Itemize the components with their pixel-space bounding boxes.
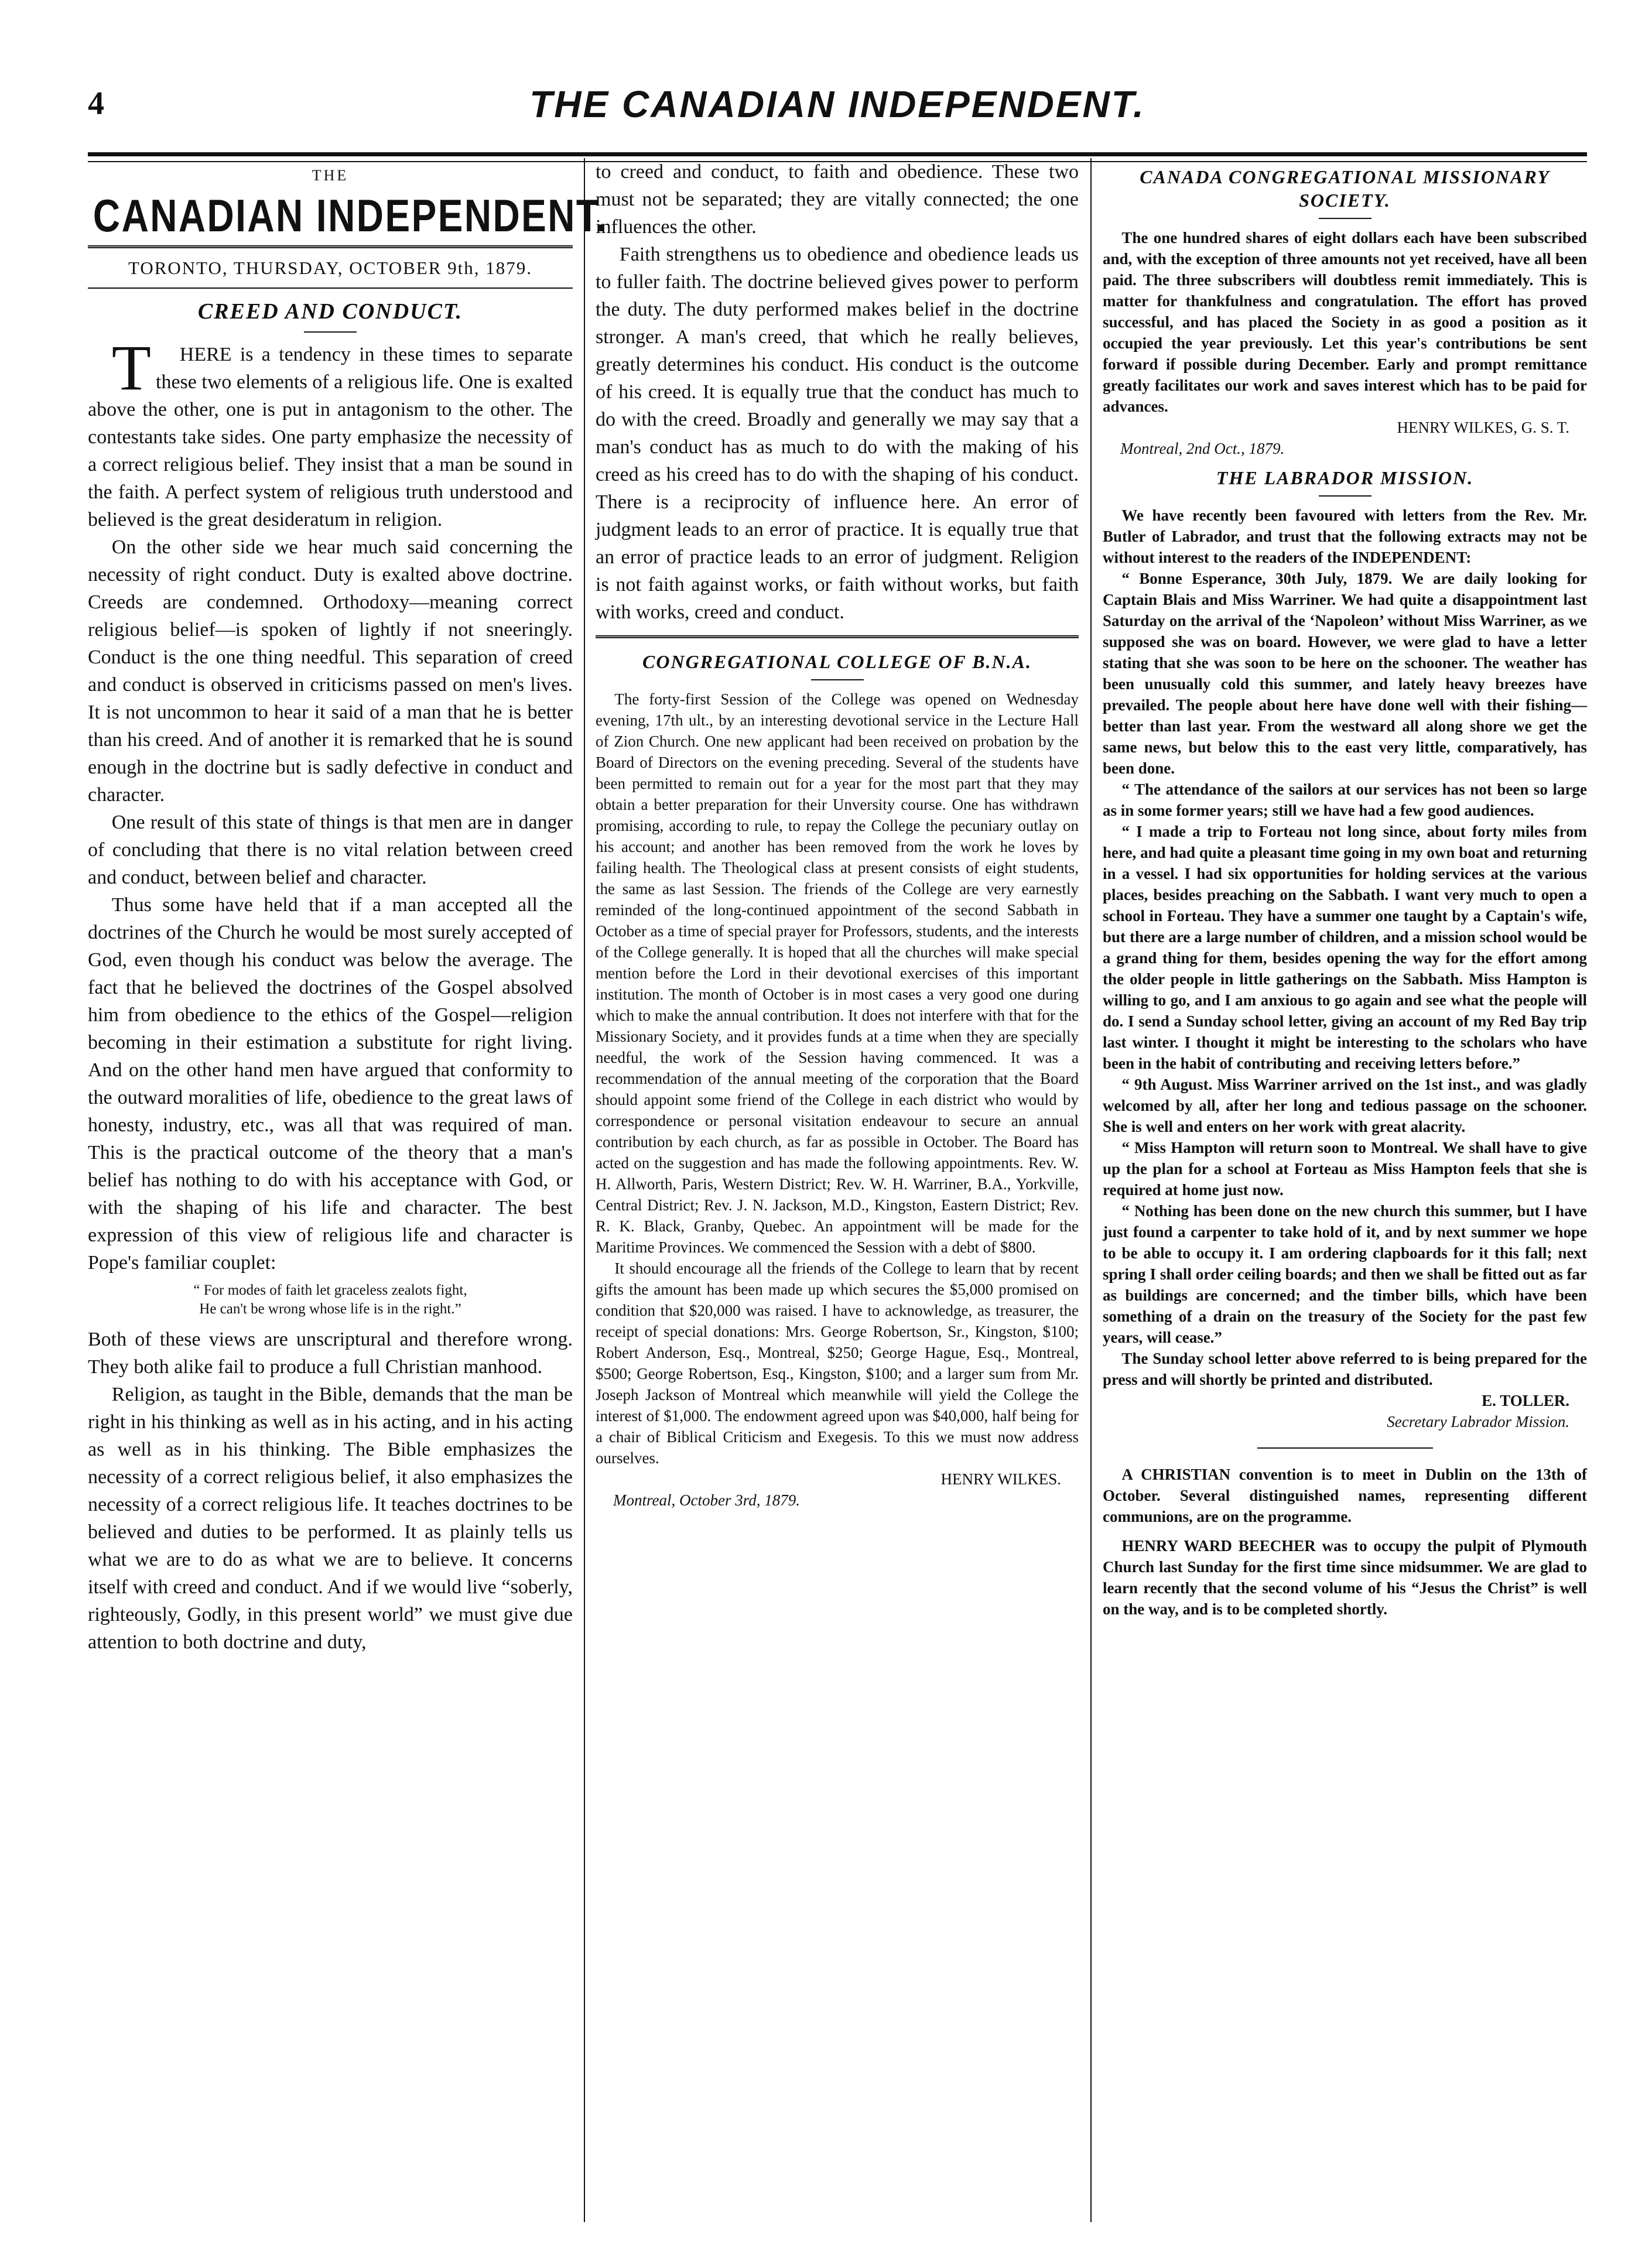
college-date: Montreal, October 3rd, 1879. bbox=[613, 1491, 800, 1509]
column-1 bbox=[88, 158, 608, 2222]
college-title: CONGREGATIONAL COLLEGE OF B.N.A. bbox=[642, 651, 1032, 672]
labrador-paragraph: The Sunday school letter above referred to is being prepared for the press and will shortly be printed and distributed. bbox=[1103, 1350, 1587, 1388]
missionary-signature: HENRY WILKES, G. S. T. bbox=[1397, 419, 1569, 436]
verse-line: He can't be wrong whose life is in the right.” bbox=[199, 1301, 461, 1317]
labrador-paragraph: “ I made a trip to Forteau not long since, about forty miles from here, and had quite a pleasant time going in my own boat and returning in a vessel. I had six opportunities for holding services at the various places, besides preaching on the Sabbath. I want very much to open a school in Forteau. They have a summer one taught by a Captain's wife, but there are a large number of children, and a mission school would be a grand thing for them, besides opening the way for the effort among the older people in little gatherings on the Sabbath. Miss Hampton is willing to go, and I am anxious to go again and see what the people will do. I send a Sunday school letter, giving an account of my Red Bay trip last winter. I thought it might be interesting to the scholars who have been in the habit of contributing and receiving letters before.” bbox=[1103, 823, 1587, 1072]
college-paragraph: The forty-first Session of the College was opened on Wednesday evening, 17th ult., by an interesting devotional service in the Lecture Hall of Zion Church. One new applicant had been received on probation by the Board of Directors on the evening preceding. Several of the students have been permitted to remain out for a year for the most part that they may obtain a better preparation for their Unversity course. One has withdrawn promising, according to rule, to repay the College the pecuniary outlay on his account; and another has been removed from the work he loves by failing health. The Theological class at present consists of eight students, the same as last Session. The friends of the College are very earnestly reminded of the long-continued appointment of the second Sabbath in October as a time of special prayer for Professors, students, and the interests of the College generally. It is hoped that all the churches will make special mention before the Lord in their devotional exercises of this important institution. The month of October is in most cases a very good one during which to make the annual contribution. It does not interfere with that for the Missionary Society, and it provides funds at a time when they are specially needful, the work of the Session having commenced. It was a recommendation of the annual meeting of the corporation that the Board should appoint some friend of the College in each district who would by correspondence or personal visitation endeavour to secure an annual contribution by each church, as far as possible in October. The Board has acted on the suggestion and has made the following appointments. Rev. W. H. Allworth, Paris, Western District; Rev. W. H. Warriner, B.A., Yorkville, Central District; Rev. J. N. Jackson, M.D., Kingston, Eastern District; Rev. R. K. Black, Granby, Quebec. An appointment will be made for the Maritime Provinces. We commenced the Session with a debt of $800. bbox=[596, 690, 1079, 1256]
page-number: 4 bbox=[88, 85, 104, 122]
section-divider bbox=[596, 635, 1079, 638]
labrador-paragraph: “ Miss Hampton will return soon to Montreal. We shall have to give up the plan for a school at Forteau as Miss Hampton feels that she is required at home just now. bbox=[1103, 1139, 1587, 1199]
creed-paragraph: THERE is a tendency in these times to separate these two elements of a religious life. One is exalted above the other, one is put in antagonism to the other. The contestants take sides. One party emphasize the necessity of a correct religious belief. They insist that a man be sound in the faith. A perfect system of religious truth understood and believed is the great desideratum in religion. bbox=[88, 332, 573, 530]
labrador-paragraph: “ 9th August. Miss Warriner arrived on the 1st inst., and was gladly welcomed by all, after her long and tedious passage on the schooner. She is well and enters on her work with great alacrity. bbox=[1103, 1076, 1587, 1135]
page-header bbox=[88, 79, 1587, 138]
header-rule-thick bbox=[88, 152, 1587, 156]
column-2 bbox=[596, 158, 1079, 2222]
verse-line: “ For modes of faith let graceless zealots fight, bbox=[193, 1282, 467, 1298]
missionary-title: CANADA CONGREGATIONAL MISSIONARY SOCIETY. bbox=[1140, 166, 1550, 211]
masthead-dateline: TORONTO, THURSDAY, OCTOBER 9th, 1879. bbox=[128, 258, 533, 278]
college-signature: HENRY WILKES. bbox=[940, 1470, 1061, 1488]
column-3 bbox=[1103, 158, 1587, 2222]
labrador-paragraph: We have recently been favoured with letters from the Rev. Mr. Butler of Labrador, and trust that the following extracts may not be without interest to the readers of the INDEPENDENT: bbox=[1103, 506, 1587, 566]
creed-paragraph: Religion, as taught in the Bible, demands that the man be right in his thinking as well as in his acting, and in his acting as well as in his thinking. The Bible emphasizes the necessity of a correct religious belief, it also emphasizes the necessity of a correct religious life. It teaches doctrines to be believed and duties to be performed. It as plainly tells us what we are to do as what we are to believe. It concerns itself with creed and conduct. And if we would live “soberly, righteously, Godly, in this present world” we must give due attention to both doctrine and duty, bbox=[88, 1384, 573, 1653]
missionary-date: Montreal, 2nd Oct., 1879. bbox=[1120, 440, 1285, 457]
labrador-paragraph: “ The attendance of the sailors at our services has not been so large as in some former years; still we have had a few good audiences. bbox=[1103, 781, 1587, 819]
note-paragraph: A CHRISTIAN convention is to meet in Dublin on the 13th of October. Several distinguished names, representing different communions, are on the programme. bbox=[1103, 1466, 1587, 1525]
title-rule bbox=[1319, 218, 1371, 219]
creed-paragraph: Faith strengthens us to obedience and obedience leads us to fuller faith. The doctrine believed gives power to perform the duty. The duty performed makes belief in the doctrine stronger. A man's creed, that which he really believes, greatly determines his conduct. His conduct is the outcome of his creed. It is equally true that the conduct has much to do with the creed. Broadly and generally we may say that a man's conduct has as much to do with the making of his creed as his creed has to do with the shaping of his conduct. There is a reciprocity of influence here. An error of judgment leads to an error of practice. It is equally true that an error of practice leads to an error of judgment. Religion is not faith against works, or faith without works, but faith with works, creed and conduct. bbox=[596, 244, 1079, 623]
creed-paragraph: to creed and conduct, to faith and obedience. These two must not be separated; they are vitally connected; the one influences the other. bbox=[596, 161, 1079, 238]
creed-paragraph: Both of these views are unscriptural and therefore wrong. They both alike fail to produce a full Christian manhood. bbox=[88, 1329, 573, 1378]
title-rule bbox=[304, 331, 357, 333]
college-paragraph: It should encourage all the friends of the College to learn that by recent gifts the amount has been made up which secures the $5,000 promised on condition that $20,000 was raised. I have to acknowledge, as treasurer, the receipt of special donations: Mrs. George Robertson, Sr., Kingston, $100; Robert Anderson, Esq., Montreal, $250; George Hague, Esq., Montreal, $500; George Robertson, Esq., Kingston, $100; and a larger sum from Mr. Joseph Jackson of Montreal which meanwhile will yield the College the interest of $1,000. The endowment agreed upon was $40,000, half being for a chair of Biblical Criticism and Exegesis. To this we must now address ourselves. bbox=[596, 1259, 1079, 1467]
newspaper-page bbox=[88, 56, 1587, 2222]
column-rule-2 bbox=[1090, 158, 1092, 2222]
masthead-title: CANADIAN INDEPENDENT. bbox=[93, 190, 608, 241]
missionary-paragraph: The one hundred shares of eight dollars each have been subscribed and, with the exception of three amounts not yet received, have all been paid. The three subscribers will doubtless remit immediately. This is matter for thankfulness and congratulation. The effort has proved successful, and has placed the Society in as good a position as it occupied the year previously. Let this year's contributions be sent forward if possible during December. Early and prompt remittance greatly facilitates our work and saves interest which has to be paid for advances. bbox=[1103, 229, 1587, 415]
labrador-signature-title: Secretary Labrador Mission. bbox=[1387, 1413, 1569, 1430]
title-rule bbox=[811, 679, 864, 680]
notes-rule bbox=[1257, 1447, 1433, 1449]
creed-title: CREED AND CONDUCT. bbox=[197, 299, 463, 324]
labrador-title: THE LABRADOR MISSION. bbox=[1216, 467, 1474, 488]
dateline-rule bbox=[88, 287, 573, 289]
creed-paragraph: On the other side we hear much said concerning the necessity of right conduct. Duty is exalted above doctrine. Creeds are condemned. Orthodoxy—meaning correct religious belief—is spoken of lightly if not sneeringly. Conduct is the one thing needful. This separation of creed and conduct is observed in criticisms passed on men's lives. It is not uncommon to hear it said of a man that he is better than his creed. And of another it is remarked that he is sound enough in the doctrine but is sadly defective in conduct and character. bbox=[88, 536, 573, 806]
masthead-rule bbox=[88, 245, 573, 248]
creed-paragraph: One result of this state of things is that men are in danger of concluding that there is no vital relation between creed and conduct, between belief and character. bbox=[88, 812, 573, 888]
pope-couplet bbox=[88, 1281, 573, 1319]
column-rule-1 bbox=[584, 158, 585, 2222]
note-paragraph: HENRY WARD BEECHER was to occupy the pulpit of Plymouth Church last Sunday for the first time since midsummer. We are glad to learn recently that the second volume of his “Jesus the Christ” is well on the way, and is to be completed shortly. bbox=[1103, 1537, 1587, 1618]
title-rule bbox=[1319, 495, 1371, 497]
running-title: THE CANADIAN INDEPENDENT. bbox=[529, 83, 1145, 125]
labrador-signature: E. TOLLER. bbox=[1482, 1392, 1569, 1409]
labrador-paragraph: “ Bonne Esperance, 30th July, 1879. We are daily looking for Captain Blais and Miss Warriner. We had quite a disappointment last Saturday on the arrival of the ‘Napoleon’ without Miss Warriner, as we supposed she was on board. However, we were glad to have a letter stating that she was soon to be here on the schooner. The weather has been unusually cold this summer, and lately heavy breezes have prevailed. The people about here have done well with their fishing—better than last year. From the westward all along shore we get the same news, but below this to the east very little, comparatively, has been done. bbox=[1103, 570, 1587, 777]
masthead-the: THE bbox=[312, 167, 349, 184]
labrador-paragraph: “ Nothing has been done on the new church this summer, but I have just found a carpenter to take hold of it, and by next summer we hope to be able to occupy it. I am ordering clapboards for it this fall; next spring I shall order ceiling boards; and then we shall be fitted out as far as buildings are concerned; and the timber bills, which have been something of a drain on the treasury of the Society for the past few years, will cease.” bbox=[1103, 1202, 1587, 1346]
creed-paragraph: Thus some have held that if a man accepted all the doctrines of the Church he would be most surely accepted of God, even though his conduct was below the average. The fact that he believed the doctrines of the Gospel absolved him from obedience to the ethics of the Gospel—religion becoming in their estimation a substitute for right living. And on the other hand men have argued that conformity to the outward moralities of life, obedience to the great laws of honesty, industry, etc., was all that was required of man. This is the practical outcome of the theory that a man's belief has nothing to do with his acceptance with God, or with the shaping of his life and character. The best expression of this view of religious life and character is Pope's familiar couplet: bbox=[88, 894, 573, 1274]
